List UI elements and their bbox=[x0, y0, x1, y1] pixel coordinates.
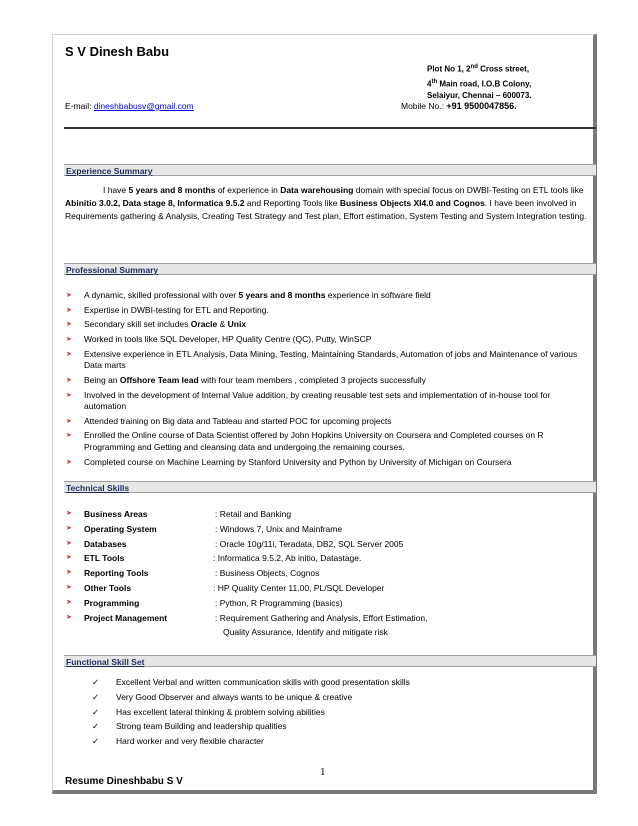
list-item bbox=[65, 416, 593, 427]
section-experience-summary: Experience Summary bbox=[64, 164, 596, 176]
item-text: Secondary skill set includes bbox=[84, 319, 191, 330]
email-label: E-mail: bbox=[65, 101, 94, 111]
address-sup-2: th bbox=[431, 78, 438, 85]
item-text: Excellent Verbal and written communication skills with good presentation skills bbox=[116, 677, 410, 687]
skill-row bbox=[65, 581, 593, 596]
list-item bbox=[92, 719, 410, 734]
address-block bbox=[427, 61, 532, 102]
arrow-bullet-icon: ➤ bbox=[66, 417, 72, 425]
arrow-bullet-icon: ➤ bbox=[66, 376, 72, 384]
item-bold: Oracle bbox=[190, 319, 218, 330]
list-item bbox=[92, 675, 410, 690]
skill-value: : Python, R Programming (basics) bbox=[215, 597, 343, 608]
arrow-bullet-icon: ➤ bbox=[66, 598, 72, 606]
list-item bbox=[65, 375, 593, 386]
list-item bbox=[65, 290, 593, 301]
section-technical-skills: Technical Skills bbox=[64, 481, 596, 493]
list-item bbox=[92, 734, 410, 749]
item-text: experience in software field bbox=[325, 290, 431, 300]
skill-label: Other Tools bbox=[84, 582, 132, 593]
list-item bbox=[65, 319, 593, 330]
arrow-bullet-icon: ➤ bbox=[66, 613, 72, 621]
address-line-2: 4 bbox=[427, 79, 432, 89]
address-line-2-rest: Main road, I.O.B Colony, bbox=[437, 79, 532, 89]
arrow-bullet-icon: ➤ bbox=[66, 292, 72, 299]
skill-value: : Requirement Gathering and Analysis, Effort Estimation, bbox=[215, 612, 428, 623]
item-text: Worked in tools like SQL Developer, HP Quality Centre (QC), Putty, WinSCP bbox=[84, 334, 372, 345]
technical-skills-table bbox=[65, 507, 593, 640]
check-icon: ✓ bbox=[92, 721, 100, 732]
arrow-bullet-icon: ➤ bbox=[66, 569, 72, 577]
skill-value: Quality Assurance, Identify and mitigate risk bbox=[223, 627, 388, 638]
arrow-bullet-icon: ➤ bbox=[66, 554, 72, 562]
email-link[interactable]: dineshbabusv@gmail.com bbox=[93, 101, 194, 111]
exp-text: of experience in bbox=[215, 185, 281, 195]
footer-text: Resume Dineshbabu S V bbox=[65, 776, 183, 787]
exp-bold: 5 years and 8 months bbox=[128, 185, 216, 195]
address-line-1: Plot No 1, 2 bbox=[427, 64, 471, 74]
list-item bbox=[65, 430, 593, 453]
item-bold: 5 years and 8 months bbox=[238, 290, 326, 300]
list-item bbox=[65, 457, 593, 468]
arrow-bullet-icon: ➤ bbox=[66, 350, 72, 358]
mobile-line bbox=[401, 101, 517, 111]
email-line bbox=[65, 101, 194, 111]
item-bold: Unix bbox=[227, 319, 247, 330]
skill-row bbox=[65, 611, 593, 626]
arrow-bullet-icon: ➤ bbox=[66, 458, 72, 466]
item-text: Strong team Building and leadership qualities bbox=[116, 721, 287, 732]
list-item bbox=[65, 334, 593, 345]
check-icon: ✓ bbox=[92, 706, 100, 717]
skill-value: : Windows 7, Unix and Mainframe bbox=[215, 523, 343, 534]
arrow-bullet-icon: ➤ bbox=[66, 524, 72, 532]
item-text: A dynamic, skilled professional with over bbox=[84, 290, 239, 300]
mobile-number: +91 9500047856. bbox=[446, 101, 517, 111]
item-text: with four team members , completed 3 projects successfully bbox=[198, 374, 426, 385]
skill-value: : Oracle 10g/11i, Teradata, DB2, SQL Server 2005 bbox=[215, 538, 404, 549]
skill-value: : Retail and Banking bbox=[215, 509, 292, 519]
exp-text: domain with special focus on DWBI-Testing on ETL tools like bbox=[353, 185, 584, 195]
skill-row bbox=[65, 537, 593, 552]
arrow-bullet-icon: ➤ bbox=[66, 391, 72, 399]
exp-text: I have bbox=[103, 185, 129, 195]
arrow-bullet-icon: ➤ bbox=[66, 539, 72, 547]
skill-label: Reporting Tools bbox=[84, 568, 149, 579]
item-text: Attended training on Big data and Tableau and started POC for upcoming projects bbox=[84, 415, 392, 426]
header-divider bbox=[64, 127, 596, 129]
item-text: Being an bbox=[84, 374, 120, 385]
item-text: Involved in the development of Internal Value addition, by creating reusable test sets and implementation of in-house tool for automation bbox=[84, 389, 551, 412]
skill-label: Business Areas bbox=[84, 509, 148, 519]
exp-bold: Business Objects XI4.0 and Cognos bbox=[339, 198, 485, 208]
skill-label: Programming bbox=[84, 597, 140, 608]
skill-row bbox=[65, 566, 593, 581]
skill-row bbox=[65, 507, 593, 522]
candidate-name: S V Dinesh Babu bbox=[65, 44, 170, 59]
section-professional-summary: Professional Summary bbox=[64, 263, 596, 275]
arrow-bullet-icon: ➤ bbox=[66, 306, 72, 314]
skill-row bbox=[65, 551, 593, 566]
check-icon: ✓ bbox=[92, 736, 100, 747]
address-sup-1: nd bbox=[470, 64, 478, 70]
item-text: Has excellent lateral thinking & problem solving abilities bbox=[116, 706, 325, 717]
skill-row bbox=[65, 522, 593, 537]
skill-label: Project Management bbox=[84, 612, 168, 623]
item-text: Hard worker and very flexible character bbox=[116, 736, 264, 747]
check-icon: ✓ bbox=[92, 691, 100, 702]
skill-label: Operating System bbox=[84, 523, 157, 534]
professional-list bbox=[65, 290, 593, 471]
arrow-bullet-icon: ➤ bbox=[66, 336, 72, 344]
mobile-label: Mobile No.: bbox=[401, 101, 447, 111]
exp-bold: Data warehousing bbox=[280, 185, 354, 195]
skill-value: : HP Quality Center 11.00, PL/SQL Developer bbox=[213, 582, 385, 593]
skill-value: : Business Objects, Cognos bbox=[215, 568, 320, 579]
skill-row bbox=[65, 596, 593, 611]
item-bold: Offshore Team lead bbox=[119, 374, 199, 385]
address-line-3: Selaiyur, Chennai – 600073. bbox=[427, 91, 532, 101]
skill-value: : Informatica 9.5.2, Ab initio, Datastage. bbox=[213, 553, 362, 564]
check-icon: ✓ bbox=[92, 677, 100, 687]
list-item bbox=[65, 349, 593, 372]
exp-bold: Abinitio 3.0.2, Data stage 8, Informatica 9.5.2 bbox=[65, 198, 245, 208]
arrow-bullet-icon: ➤ bbox=[66, 583, 72, 591]
arrow-bullet-icon: ➤ bbox=[66, 432, 72, 440]
skill-row-continuation bbox=[65, 625, 593, 640]
list-item bbox=[92, 705, 410, 720]
item-text: Enrolled the Online course of Data Scientist offered by John Hopkins University on Coursera and Completed courses on R Programming and Getting and cleansing data and undergoing the remaining courses. bbox=[84, 430, 544, 452]
item-text: Completed course on Machine Learning by Stanford University and Python by University of Michigan on Coursera bbox=[84, 456, 512, 467]
page-number: 1 bbox=[320, 766, 326, 778]
list-item bbox=[65, 305, 593, 316]
arrow-bullet-icon: ➤ bbox=[66, 321, 72, 329]
item-text: Very Good Observer and always wants to be unique & creative bbox=[116, 691, 353, 702]
item-text: Extensive experience in ETL Analysis, Data Mining, Testing, Maintaining Standards, Automation of jobs and Maintenance of various Data marts bbox=[84, 348, 578, 371]
exp-text: . I have been involved in Requirements gathering & Analysis, Creating Test Strategy and Test plan, Effort estimation, System Testing and System Integration testing. bbox=[65, 198, 587, 221]
list-item bbox=[92, 690, 410, 705]
list-item bbox=[65, 390, 593, 413]
exp-text: and Reporting Tools like bbox=[244, 198, 340, 208]
item-text: & bbox=[217, 319, 228, 330]
address-line-1-rest: Cross street, bbox=[477, 64, 530, 74]
functional-list bbox=[92, 675, 410, 749]
section-functional-skill-set: Functional Skill Set bbox=[64, 655, 596, 667]
skill-label: Databases bbox=[84, 538, 127, 549]
arrow-bullet-icon: ➤ bbox=[66, 510, 72, 517]
item-text: Expertise in DWBI-testing for ETL and Reporting. bbox=[84, 304, 269, 315]
experience-paragraph bbox=[65, 184, 590, 223]
skill-label: ETL Tools bbox=[84, 553, 125, 564]
